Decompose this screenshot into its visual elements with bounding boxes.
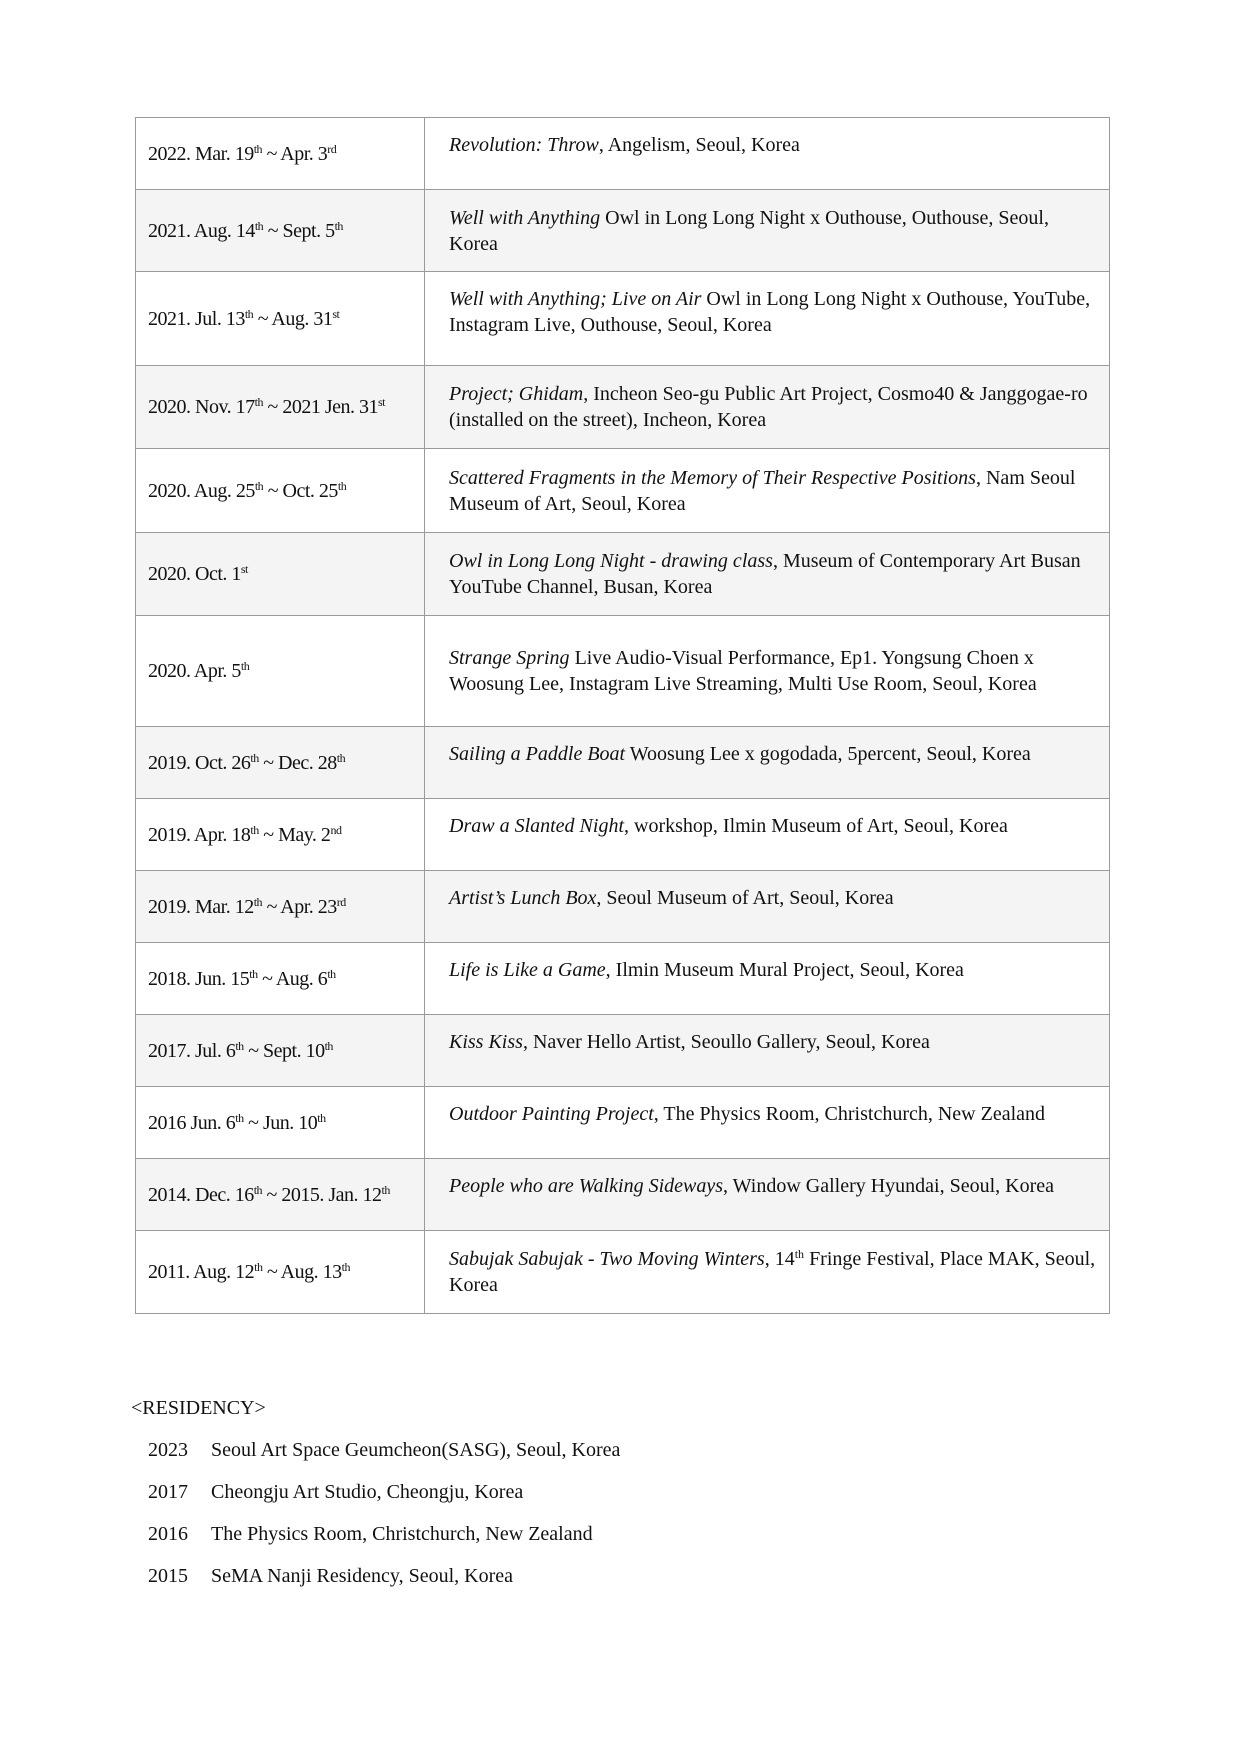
description-text-run: Woosung Lee x gogodada, 5percent, Seoul, Korea [625, 743, 1031, 765]
exhibition-row [136, 449, 1110, 533]
date-text-run: th [250, 750, 259, 765]
date-text-run: 2018. Jun. 15 [148, 967, 250, 990]
description-text-run: , Angelism, Seoul, Korea [598, 134, 800, 156]
exhibition-row [136, 1159, 1110, 1231]
exhibition-description [425, 272, 1110, 366]
description-text-run: Strange Spring [449, 647, 570, 669]
exhibition-date [136, 1015, 425, 1087]
date-text-run: 2021. Aug. 14 [148, 219, 255, 242]
description-text-run: Well with Anything; Live on Air [449, 288, 702, 310]
description-text-run: Owl in Long Long Night x Outhouse, Outhouse, Seoul, Korea [449, 206, 1049, 255]
date-text-run: 2019. Oct. 26 [148, 751, 251, 774]
residency-list [148, 1439, 848, 1607]
exhibition-date [136, 272, 425, 366]
date-text-run: 2017. Jul. 6 [148, 1039, 236, 1062]
description-text-run: Well with Anything [449, 206, 601, 229]
date-text-run: st [240, 562, 248, 576]
exhibition-row [136, 1087, 1110, 1159]
date-text-run: th [334, 218, 343, 233]
residency-item [148, 1565, 848, 1607]
residency-item [148, 1439, 848, 1481]
date-text-run: th [240, 659, 250, 673]
date-text-run: th [253, 1182, 263, 1197]
description-text-run: Owl in Long Long Night - drawing class [449, 550, 773, 572]
exhibition-date [136, 1231, 425, 1314]
date-text-run: 2016 Jun. 6 [148, 1111, 236, 1134]
date-text-run: th [235, 1038, 244, 1053]
date-text-run: 2021. Jul. 13 [148, 307, 245, 330]
description-text-run: Fringe Festival, Place MAK, Seoul, Korea [449, 1248, 1096, 1296]
date-text-run: 2011. Aug. 12 [148, 1261, 255, 1283]
exhibition-row [136, 616, 1110, 727]
description-text-run: , Nam Seoul Museum of Art, Seoul, Korea [449, 466, 1076, 515]
description-text-run: , The Physics Room, Christchurch, New Zealand [653, 1103, 1046, 1125]
exhibition-table [135, 117, 1110, 1314]
residency-item [148, 1523, 848, 1565]
exhibition-description [425, 449, 1110, 533]
date-text-run: th [249, 966, 258, 981]
description-text-run: , Ilmin Museum Mural Project, Seoul, Korea [605, 959, 964, 981]
exhibition-date [136, 449, 425, 533]
exhibition-row [136, 1015, 1110, 1087]
date-text-run: nd [330, 822, 342, 837]
description-text-run: th [794, 1247, 805, 1261]
date-text-run: 2020. Oct. 1 [148, 563, 241, 585]
date-text-run: th [254, 1260, 263, 1274]
description-text-run: , Window Gallery Hyundai, Seoul, Korea [723, 1175, 1055, 1197]
date-text-run: 2020. Nov. 17 [148, 396, 255, 418]
date-text-run: th [253, 141, 263, 156]
date-text-run: th [254, 218, 264, 233]
date-text-run: th [341, 1260, 350, 1274]
description-text-run: Sailing a Paddle Boat [449, 743, 626, 765]
description-text-run: , workshop, Ilmin Museum of Art, Seoul, Korea [624, 815, 1008, 837]
exhibition-description [425, 1015, 1110, 1087]
exhibition-description [425, 799, 1110, 871]
date-text-run: th [244, 306, 254, 321]
date-text-run: ~ 2015. Jan. 12 [262, 1183, 382, 1206]
exhibition-date [136, 799, 425, 871]
date-text-run: ~ Aug. 31 [253, 307, 333, 330]
exhibition-date [136, 616, 425, 727]
date-text-run: th [254, 478, 264, 493]
description-text-run: , Naver Hello Artist, Seoullo Gallery, Seoul, Korea [522, 1031, 930, 1053]
description-text-run: Live Audio-Visual Performance, Ep1. Yongsung Choen x Woosung Lee, Instagram Live Streaming, Multi Use Room, Seoul, Korea [449, 647, 1037, 695]
exhibition-row [136, 1231, 1110, 1314]
residency-year: 2015 [148, 1565, 188, 1587]
date-text-run: ~ Sept. 5 [263, 219, 335, 242]
residency-place: Cheongju Art Studio, Cheongju, Korea [211, 1481, 524, 1503]
date-text-run: 2014. Dec. 16 [148, 1183, 254, 1206]
exhibition-description [425, 943, 1110, 1015]
exhibition-date [136, 533, 425, 616]
exhibition-date [136, 1087, 425, 1159]
date-text-run: th [235, 1110, 244, 1125]
date-text-run: 2019. Mar. 12 [148, 895, 254, 918]
exhibition-description [425, 190, 1110, 272]
date-text-run: th [250, 822, 259, 837]
description-text-run: , 14 [764, 1248, 795, 1270]
date-text-run: th [317, 1110, 326, 1125]
exhibition-date [136, 118, 425, 190]
exhibition-row [136, 943, 1110, 1015]
description-text-run: , Seoul Museum of Art, Seoul, Korea [596, 887, 894, 909]
residency-place: Seoul Art Space Geumcheon(SASG), Seoul, Korea [211, 1439, 621, 1461]
exhibition-date [136, 943, 425, 1015]
date-text-run: th [336, 750, 346, 765]
description-text-run: Scattered Fragments in the Memory of Their Respective Positions [449, 466, 976, 489]
exhibition-description [425, 727, 1110, 799]
date-text-run: ~ Jun. 10 [243, 1111, 318, 1134]
description-text-run: , Museum of Contemporary Art Busan YouTube Channel, Busan, Korea [449, 550, 1081, 598]
residency-place: SeMA Nanji Residency, Seoul, Korea [211, 1565, 513, 1587]
residency-year: 2017 [148, 1481, 188, 1503]
date-text-run: 2020. Apr. 5 [148, 660, 241, 682]
date-text-run: st [332, 306, 340, 321]
date-text-run: st [377, 395, 385, 409]
exhibition-description [425, 1087, 1110, 1159]
date-text-run: th [327, 966, 336, 981]
exhibition-description [425, 118, 1110, 190]
description-text-run: Draw a Slanted Night [449, 815, 625, 837]
exhibition-row [136, 272, 1110, 366]
date-text-run: rd [327, 141, 337, 156]
description-text-run: Sabujak Sabujak - Two Moving Winters [449, 1248, 765, 1270]
date-text-run: ~ Apr. 3 [262, 142, 328, 165]
description-text-run: Owl in Long Long Night x Outhouse, YouTube, Instagram Live, Outhouse, Seoul, Korea [449, 288, 1091, 336]
date-text-run: th [337, 478, 347, 493]
date-text-run: ~ Apr. 23 [262, 895, 337, 918]
date-text-run: ~ Dec. 28 [258, 751, 337, 774]
date-text-run: ~ Oct. 25 [263, 479, 338, 502]
exhibition-description [425, 1231, 1110, 1314]
date-text-run: rd [336, 894, 346, 909]
date-text-run: 2020. Aug. 25 [148, 479, 255, 502]
exhibition-date [136, 727, 425, 799]
description-text-run: Revolution: Throw [449, 134, 599, 156]
exhibition-date [136, 366, 425, 449]
exhibition-date [136, 190, 425, 272]
description-text-run: , Incheon Seo-gu Public Art Project, Cosmo40 & Janggogae-ro (installed on the street), Incheon, Korea [449, 383, 1088, 431]
date-text-run: th [381, 1182, 390, 1197]
residency-place: The Physics Room, Christchurch, New Zealand [211, 1523, 593, 1545]
date-text-run: th [254, 395, 263, 409]
date-text-run: ~ Aug. 13 [262, 1261, 342, 1283]
date-text-run: th [253, 894, 263, 909]
exhibition-row [136, 366, 1110, 449]
date-text-run: ~ 2021 Jen. 31 [263, 396, 378, 418]
exhibition-date [136, 1159, 425, 1231]
exhibition-description [425, 616, 1110, 727]
date-text-run: ~ Sept. 10 [243, 1039, 325, 1062]
description-text-run: People who are Walking Sideways [449, 1175, 724, 1197]
description-text-run: Kiss Kiss [449, 1031, 523, 1053]
residency-heading: <RESIDENCY> [131, 1397, 266, 1419]
date-text-run: 2022. Mar. 19 [148, 142, 254, 165]
description-text-run: Outdoor Painting Project [449, 1103, 654, 1125]
date-text-run: ~ May. 2 [258, 823, 331, 846]
exhibition-date [136, 871, 425, 943]
residency-item [148, 1481, 848, 1523]
exhibition-row [136, 533, 1110, 616]
exhibition-row [136, 727, 1110, 799]
exhibition-description [425, 1159, 1110, 1231]
exhibition-row [136, 871, 1110, 943]
exhibition-table-body [136, 118, 1110, 1314]
description-text-run: Life is Like a Game [449, 959, 606, 981]
exhibition-row [136, 799, 1110, 871]
residency-year: 2016 [148, 1523, 188, 1545]
exhibition-description [425, 366, 1110, 449]
exhibition-description [425, 533, 1110, 616]
description-text-run: Artist’s Lunch Box [449, 887, 597, 909]
description-text-run: Project; Ghidam [449, 383, 584, 405]
date-text-run: th [324, 1038, 333, 1053]
date-text-run: 2019. Apr. 18 [148, 823, 251, 846]
residency-year: 2023 [148, 1439, 188, 1461]
date-text-run: ~ Aug. 6 [257, 967, 328, 990]
exhibition-description [425, 871, 1110, 943]
exhibition-row [136, 190, 1110, 272]
exhibition-row [136, 118, 1110, 190]
